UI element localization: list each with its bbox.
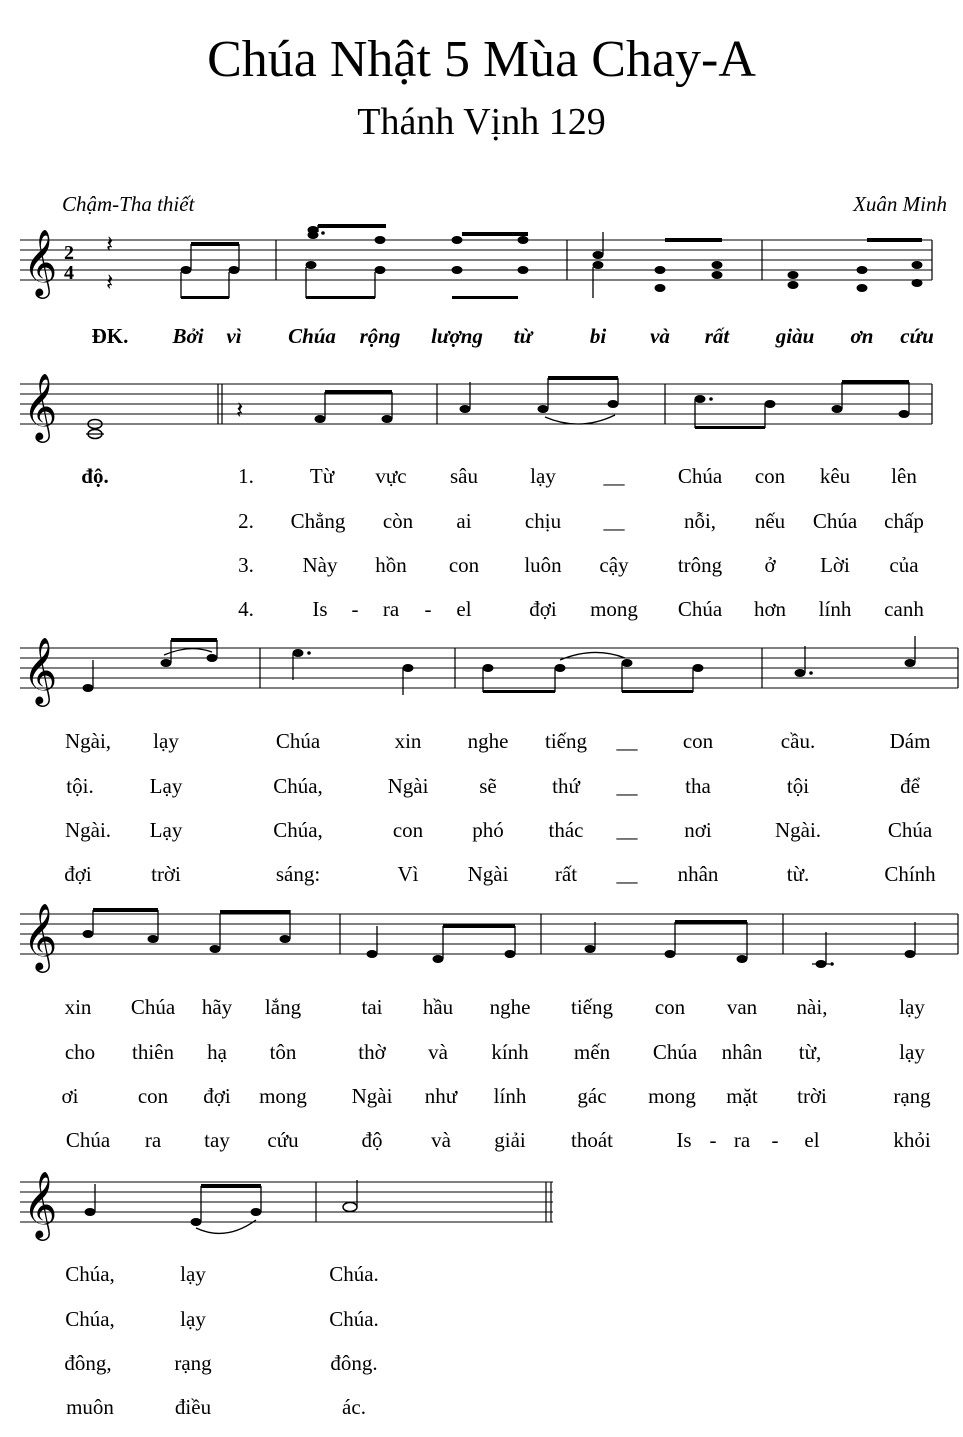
lyric-syllable: Chẳng — [290, 509, 346, 533]
lyric-syllable: mong — [259, 1084, 307, 1108]
notes-measure-2 — [306, 224, 529, 299]
lyric-syllable: hạ — [207, 1040, 227, 1064]
notes-measure-3 — [593, 232, 723, 298]
lyric-syllable: el — [456, 597, 472, 621]
lyric-syllable: Chính — [884, 862, 936, 886]
lyric-syllable: Ngài — [387, 774, 429, 798]
lyric-syllable: __ — [603, 509, 625, 533]
lyric-syllable: hồn — [375, 553, 407, 577]
lyric-syllable: con — [392, 818, 424, 842]
lyric-syllable: nghe — [467, 729, 509, 753]
lyric-syllable: đợi — [203, 1084, 231, 1108]
lyric-syllable: điều — [174, 1395, 212, 1419]
lyric-syllable: gác — [577, 1084, 607, 1108]
lyric-syllable: Này — [302, 553, 338, 577]
lyric-syllable: nếu — [754, 509, 786, 533]
refrain-word: bi — [589, 324, 607, 348]
lyric-syllable: ở — [764, 553, 776, 577]
lyric-syllable: sáng: — [275, 862, 321, 886]
lyric-syllable: con — [137, 1084, 169, 1108]
lyric-syllable: nhân — [677, 862, 719, 886]
lyric-syllable: Is — [676, 1128, 692, 1152]
lyric-syllable: đợi — [529, 597, 557, 621]
song-subtitle: Thánh Vịnh 129 — [357, 101, 606, 143]
lyric-syllable: ai — [456, 509, 472, 533]
lyric-syllable: từ. — [786, 862, 810, 886]
verse-number: 3. — [238, 553, 254, 577]
lyric-syllable: Chúa. — [329, 1307, 379, 1331]
refrain-word: vì — [226, 324, 242, 348]
lyric-syllable: mong — [648, 1084, 696, 1108]
lyric-syllable: nhân — [721, 1040, 763, 1064]
lyric-syllable: trời — [797, 1084, 827, 1108]
lyric-syllable: Chúa — [130, 995, 176, 1019]
lyric-syllable: mến — [573, 1040, 611, 1064]
lyric-syllable: tiếng — [545, 729, 587, 753]
staff-system-3 — [0, 636, 963, 706]
lyric-syllable: Chúa, — [65, 1307, 115, 1331]
lyric-syllable: __ — [616, 729, 638, 753]
lyric-syllable: sâu — [450, 464, 478, 488]
lyric-syllable: mong — [590, 597, 638, 621]
verse-number: 4. — [238, 597, 254, 621]
refrain-word: rất — [704, 324, 730, 348]
lyric-syllable: Ngài — [351, 1084, 393, 1108]
refrain-word: độ. — [81, 464, 109, 488]
lyric-syllable: kêu — [819, 464, 851, 488]
refrain-word: ơn — [850, 324, 874, 348]
lyric-syllable: cầu. — [780, 729, 816, 753]
lyric-syllable: con — [448, 553, 480, 577]
lyric-syllable: Chúa — [652, 1040, 698, 1064]
treble-clef-icon: 𝄞 — [23, 1170, 58, 1238]
lyric-syllable: thiên — [132, 1040, 174, 1064]
lyric-syllable: Ngài. — [774, 818, 822, 842]
lyric-syllable: còn — [382, 509, 414, 533]
lyric-syllable: đông, — [64, 1351, 112, 1375]
lyric-syllable: lạy — [899, 1040, 925, 1064]
lyric-syllable: Từ — [309, 464, 335, 488]
lyric-syllable: hãy — [201, 995, 233, 1019]
lyric-syllable: khỏi — [893, 1128, 931, 1152]
lyric-syllable: __ — [616, 774, 638, 798]
lyric-syllable: hơn — [753, 597, 787, 621]
staff-system-2 — [0, 370, 963, 450]
lyric-syllable: vực — [375, 464, 407, 488]
lyric-syllable: - — [771, 1128, 779, 1152]
treble-clef-icon: 𝄞 — [23, 636, 58, 704]
quarter-rest-icon: 𝄽 — [236, 396, 244, 424]
lyric-syllable: tội. — [66, 774, 94, 798]
lyric-syllable: Dám — [889, 729, 931, 753]
lyric-syllable: __ — [603, 464, 625, 488]
staff-system-1 — [0, 230, 963, 300]
lyric-syllable: - — [424, 597, 432, 621]
lyric-syllable: đợi — [64, 862, 92, 886]
lyric-syllable: mặt — [726, 1084, 758, 1108]
lyric-syllable: để — [900, 774, 920, 798]
lyric-syllable: thứ — [552, 774, 580, 798]
lyric-syllable: nỗi, — [683, 509, 717, 533]
lyric-syllable: độ — [361, 1128, 383, 1152]
verse-number: 1. — [238, 464, 254, 488]
refrain-word: lượng — [431, 324, 483, 348]
lyric-syllable: con — [754, 464, 786, 488]
lyric-syllable: ra — [144, 1128, 162, 1152]
lyric-syllable: el — [804, 1128, 820, 1152]
lyric-syllable: Ngài. — [64, 818, 112, 842]
lyric-syllable: rạng — [893, 1084, 931, 1108]
lyric-syllable: Chúa — [812, 509, 858, 533]
lyric-syllable: và — [431, 1128, 451, 1152]
song-title: Chúa Nhật 5 Mùa Chay-A — [207, 31, 756, 88]
lyric-syllable: nài, — [796, 995, 828, 1019]
lyric-syllable: cậy — [599, 553, 629, 577]
lyric-syllable: lính — [818, 597, 852, 621]
lyric-syllable: trông — [677, 553, 723, 577]
lyric-syllable: tiếng — [571, 995, 613, 1019]
lyric-syllable: chịu — [524, 509, 562, 533]
refrain-word: giàu — [775, 324, 815, 348]
treble-clef-icon: 𝄞 — [23, 372, 58, 440]
lyric-syllable: trời — [151, 862, 181, 886]
lyric-syllable: thác — [548, 818, 584, 842]
lyric-syllable: ác. — [342, 1395, 366, 1419]
lyric-syllable: phó — [472, 818, 504, 842]
verse-number: 2. — [238, 509, 254, 533]
quarter-rest-icon: 𝄽 — [106, 268, 114, 296]
lyric-syllable: Chúa, — [273, 818, 323, 842]
treble-clef-icon: 𝄞 — [23, 902, 58, 970]
lyric-syllable: Chúa — [887, 818, 933, 842]
lyric-syllable: Lời — [820, 553, 850, 577]
lyric-syllable: canh — [884, 597, 924, 621]
lyric-syllable: rất — [554, 862, 578, 886]
lyric-syllable: lên — [891, 464, 917, 488]
lyric-syllable: ơi — [61, 1084, 79, 1108]
refrain-word: rộng — [359, 324, 401, 348]
lyric-syllable: Lạy — [149, 774, 183, 798]
lyric-syllable: hầu — [422, 995, 454, 1019]
lyric-syllable: lạy — [530, 464, 556, 488]
lyric-syllable: xin — [64, 995, 92, 1019]
lyric-syllable: thờ — [358, 1040, 386, 1064]
lyric-syllable: từ, — [798, 1040, 822, 1064]
lyric-syllable: Chúa — [677, 464, 723, 488]
lyric-syllable: và — [428, 1040, 448, 1064]
lyric-syllable: giải — [494, 1128, 526, 1152]
lyric-syllable: sẽ — [479, 774, 497, 798]
lyric-syllable: - — [351, 597, 359, 621]
lyric-syllable: Chúa — [65, 1128, 111, 1152]
refrain-word: và — [650, 324, 670, 348]
lyric-syllable: __ — [616, 862, 638, 886]
lyric-syllable: tội — [786, 774, 810, 798]
lyric-syllable: đông. — [330, 1351, 378, 1375]
lyric-syllable: lắng — [264, 995, 302, 1019]
lyric-syllable: - — [709, 1128, 717, 1152]
lyric-syllable: luôn — [524, 553, 562, 577]
lyric-syllable: lạy — [153, 729, 179, 753]
lyric-syllable: lính — [493, 1084, 527, 1108]
lyric-syllable: lạy — [180, 1262, 206, 1286]
lyric-syllable: của — [889, 553, 919, 577]
lyric-syllable: __ — [616, 818, 638, 842]
lyric-syllable: nghe — [489, 995, 531, 1019]
lyric-syllable: lạy — [899, 995, 925, 1019]
composer-name: Xuân Minh — [853, 192, 947, 216]
notes-measure-4 — [788, 238, 923, 292]
refrain-word: Chúa — [288, 324, 336, 348]
lyric-syllable: Vì — [397, 862, 419, 886]
lyric-syllable: như — [424, 1084, 458, 1108]
tempo-marking: Chậm-Tha thiết — [62, 192, 195, 216]
refrain-word: Bởi — [172, 324, 204, 348]
lyric-syllable: con — [682, 729, 714, 753]
time-signature-top: 2 — [64, 242, 74, 264]
lyric-syllable: Chúa, — [273, 774, 323, 798]
lyric-syllable: kính — [491, 1040, 529, 1064]
lyric-syllable: Chúa, — [65, 1262, 115, 1286]
lyric-syllable: nơi — [684, 818, 712, 842]
lyric-syllable: con — [654, 995, 686, 1019]
refrain-label: ĐK. — [91, 324, 129, 348]
lyric-syllable: xin — [394, 729, 422, 753]
staff-system-5 — [0, 1170, 963, 1240]
lyric-syllable: tôn — [269, 1040, 297, 1064]
refrain-word: từ — [513, 324, 533, 348]
staff-system-4 — [0, 898, 963, 973]
lyric-syllable: Lạy — [149, 818, 183, 842]
lyric-syllable: van — [726, 995, 758, 1019]
treble-clef-icon: 𝄞 — [23, 228, 58, 296]
lyric-syllable: rạng — [174, 1351, 212, 1375]
lyric-syllable: Is — [312, 597, 328, 621]
lyric-syllable: Chúa — [677, 597, 723, 621]
lyric-syllable: tai — [361, 995, 383, 1019]
time-signature-bottom: 4 — [64, 262, 74, 284]
lyric-syllable: thoát — [571, 1128, 613, 1152]
lyric-syllable: tha — [685, 774, 711, 798]
lyric-syllable: tay — [204, 1128, 230, 1152]
lyric-syllable: Ngài — [467, 862, 509, 886]
lyric-syllable: cho — [64, 1040, 96, 1064]
lyric-syllable: cứu — [267, 1128, 299, 1152]
lyric-syllable: lạy — [180, 1307, 206, 1331]
lyric-syllable: Chúa — [275, 729, 321, 753]
refrain-word: cứu — [900, 324, 934, 348]
lyric-syllable: chấp — [884, 509, 924, 533]
lyric-syllable: Ngài, — [64, 729, 112, 753]
lyric-syllable: ra — [382, 597, 400, 621]
quarter-rest-icon: 𝄽 — [106, 230, 114, 258]
lyric-syllable: muôn — [66, 1395, 114, 1419]
lyric-syllable: Chúa. — [329, 1262, 379, 1286]
lyric-syllable: ra — [733, 1128, 751, 1152]
